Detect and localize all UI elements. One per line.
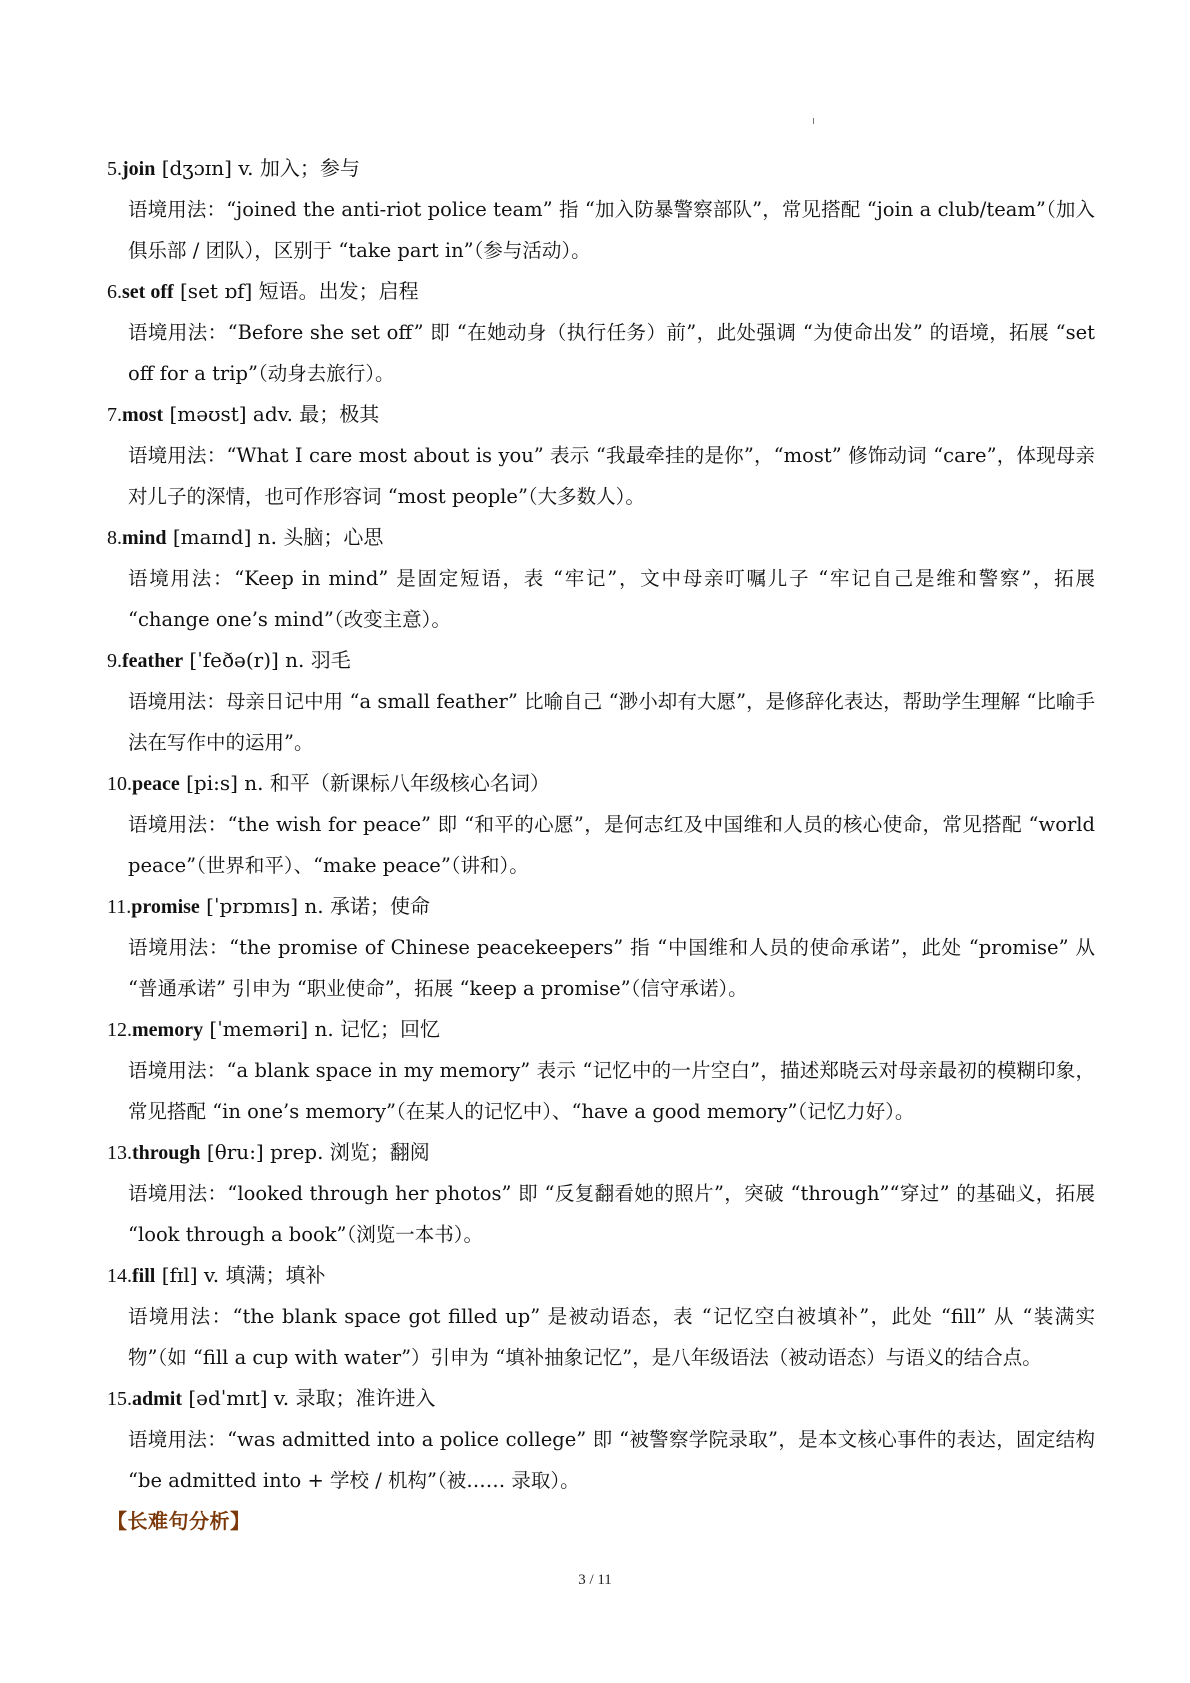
usage-label: 语境用法： — [128, 690, 226, 713]
vocabulary-list — [107, 148, 1095, 1542]
usage-text: “Keep in mind” 是固定短语，表 “牢记”，文中母亲叮嘱儿子 “牢记自己是维和警察”，拓展 “change one’s mind”（改变主意）。 — [128, 567, 1095, 631]
entry-number: 6. — [107, 281, 122, 303]
usage-text: “was admitted into a police college” 即 “被警察学院录取”，是本文核心事件的表达，固定结构 “be admitted into + 学校 / 机构”（被…… 录取）。 — [128, 1428, 1095, 1492]
entry-definition: [maɪnd] n. 头脑；心思 — [166, 525, 384, 549]
usage-text: “the promise of Chinese peacekeepers” 指 “中国维和人员的使命承诺”，此处 “promise” 从 “普通承诺” 引申为 “职业使命”，拓展 “keep a promise”（信守承诺）。 — [128, 936, 1095, 1000]
vocab-entry — [107, 394, 1095, 517]
entry-usage — [128, 1419, 1095, 1501]
entry-heading — [107, 763, 1095, 804]
entry-word: memory — [132, 1019, 204, 1041]
entry-definition: [fɪl] v. 填满；填补 — [155, 1263, 326, 1287]
entry-usage — [128, 312, 1095, 394]
entry-definition: [ˈfeðə(r)] n. 羽毛 — [183, 648, 351, 672]
entry-number: 14. — [107, 1265, 132, 1287]
entry-heading — [107, 394, 1095, 435]
usage-text: “a blank space in my memory” 表示 “记忆中的一片空白”，描述郑晓云对母亲最初的模糊印象，常见搭配 “in one’s memory”（在某人的记忆中）、“have a good memory”（记忆力好）。 — [128, 1059, 1095, 1123]
header-mark — [813, 118, 814, 124]
entry-definition: [pi:s] n. 和平（新课标八年级核心名词） — [179, 771, 550, 795]
entry-heading — [107, 640, 1095, 681]
entry-word: fill — [132, 1265, 156, 1287]
vocab-entry — [107, 1378, 1095, 1501]
usage-text: “Before she set off” 即 “在她动身（执行任务）前”，此处强调 “为使命出发” 的语境，拓展 “set off for a trip”（动身去旅行）。 — [128, 321, 1095, 385]
entry-definition: [set ɒf] 短语。出发；启程 — [173, 279, 419, 303]
entry-definition: [məʊst] adv. 最；极其 — [163, 402, 380, 426]
entry-word: feather — [122, 650, 184, 672]
entry-usage — [128, 1050, 1095, 1132]
usage-label: 语境用法： — [128, 1059, 227, 1082]
vocab-entry — [107, 1009, 1095, 1132]
usage-text: “the blank space got filled up” 是被动语态，表 “记忆空白被填补”，此处 “fill” 从 “装满实物”（如 “fill a cup with water”）引申为 “填补抽象记忆”，是八年级语法（被动语态）与语义的结合点。 — [128, 1305, 1095, 1369]
entry-word: peace — [132, 773, 180, 795]
usage-label: 语境用法： — [128, 813, 228, 836]
page-number: 3 / 11 — [578, 1572, 612, 1588]
entry-heading — [107, 148, 1095, 189]
vocab-entry — [107, 1132, 1095, 1255]
entry-word: admit — [132, 1388, 182, 1410]
entry-heading — [107, 886, 1095, 927]
usage-text: “joined the anti-riot police team” 指 “加入防暴警察部队”，常见搭配 “join a club/team”（加入俱乐部 / 团队），区别于 “take part in”（参与活动）。 — [128, 198, 1095, 262]
entry-heading — [107, 1255, 1095, 1296]
entry-definition: [θru:] prep. 浏览；翻阅 — [200, 1140, 430, 1164]
usage-label: 语境用法： — [128, 198, 227, 221]
entry-usage — [128, 558, 1095, 640]
entry-number: 13. — [107, 1142, 132, 1164]
entry-word: join — [122, 158, 156, 180]
vocab-entry — [107, 640, 1095, 763]
entry-heading — [107, 1009, 1095, 1050]
entry-word: through — [132, 1142, 201, 1164]
entry-heading — [107, 1378, 1095, 1419]
entry-definition: [ˈprɒmɪs] n. 承诺；使命 — [199, 894, 430, 918]
entry-definition: [ˈmeməri] n. 记忆；回忆 — [203, 1017, 441, 1041]
usage-label: 语境用法： — [128, 1305, 233, 1328]
usage-label: 语境用法： — [128, 567, 235, 590]
entry-number: 8. — [107, 527, 122, 549]
entry-word: most — [122, 404, 164, 426]
entry-usage — [128, 927, 1095, 1009]
entry-usage — [128, 681, 1095, 763]
entry-heading — [107, 517, 1095, 558]
usage-text: “looked through her photos” 即 “反复翻看她的照片”，突破 “through”“穿过” 的基础义，拓展 “look through a book”（浏览一本书）。 — [128, 1182, 1095, 1246]
entry-usage — [128, 1173, 1095, 1255]
entry-number: 10. — [107, 773, 132, 795]
usage-label: 语境用法： — [128, 321, 228, 344]
entry-number: 5. — [107, 158, 122, 180]
vocab-entry — [107, 1255, 1095, 1378]
section-heading: 【长难句分析】 — [107, 1509, 251, 1533]
entry-usage — [128, 435, 1095, 517]
usage-text: 母亲日记中用 “a small feather” 比喻自己 “渺小却有大愿”，是修辞化表达，帮助学生理解 “比喻手法在写作中的运用”。 — [128, 690, 1095, 754]
entry-word: mind — [122, 527, 167, 549]
vocab-entry — [107, 763, 1095, 886]
vocab-entry — [107, 148, 1095, 271]
usage-label: 语境用法： — [128, 1182, 228, 1205]
entry-usage — [128, 804, 1095, 886]
entry-number: 9. — [107, 650, 122, 672]
entry-definition: [dʒɔɪn] v. 加入；参与 — [155, 156, 360, 180]
entry-heading — [107, 1132, 1095, 1173]
usage-label: 语境用法： — [128, 936, 230, 959]
entry-usage — [128, 189, 1095, 271]
usage-label: 语境用法： — [128, 444, 227, 467]
entry-word: promise — [131, 896, 200, 918]
entry-number: 11. — [107, 896, 132, 918]
vocab-entry — [107, 271, 1095, 394]
entry-number: 12. — [107, 1019, 132, 1041]
vocab-entry — [107, 886, 1095, 1009]
entry-heading — [107, 271, 1095, 312]
entry-usage — [128, 1296, 1095, 1378]
vocab-entry — [107, 517, 1095, 640]
entry-definition: [ədˈmɪt] v. 录取；准许进入 — [182, 1386, 436, 1410]
usage-text: “the wish for peace” 即 “和平的心愿”，是何志红及中国维和人员的核心使命，常见搭配 “world peace”（世界和平）、“make peace”（讲和）。 — [128, 813, 1095, 877]
usage-text: “What I care most about is you” 表示 “我最牵挂的是你”，“most” 修饰动词 “care”，体现母亲对儿子的深情，也可作形容词 “most people”（大多数人）。 — [128, 444, 1095, 508]
entry-word: set off — [122, 281, 174, 303]
entry-number: 15. — [107, 1388, 132, 1410]
usage-label: 语境用法： — [128, 1428, 228, 1451]
entry-number: 7. — [107, 404, 122, 426]
